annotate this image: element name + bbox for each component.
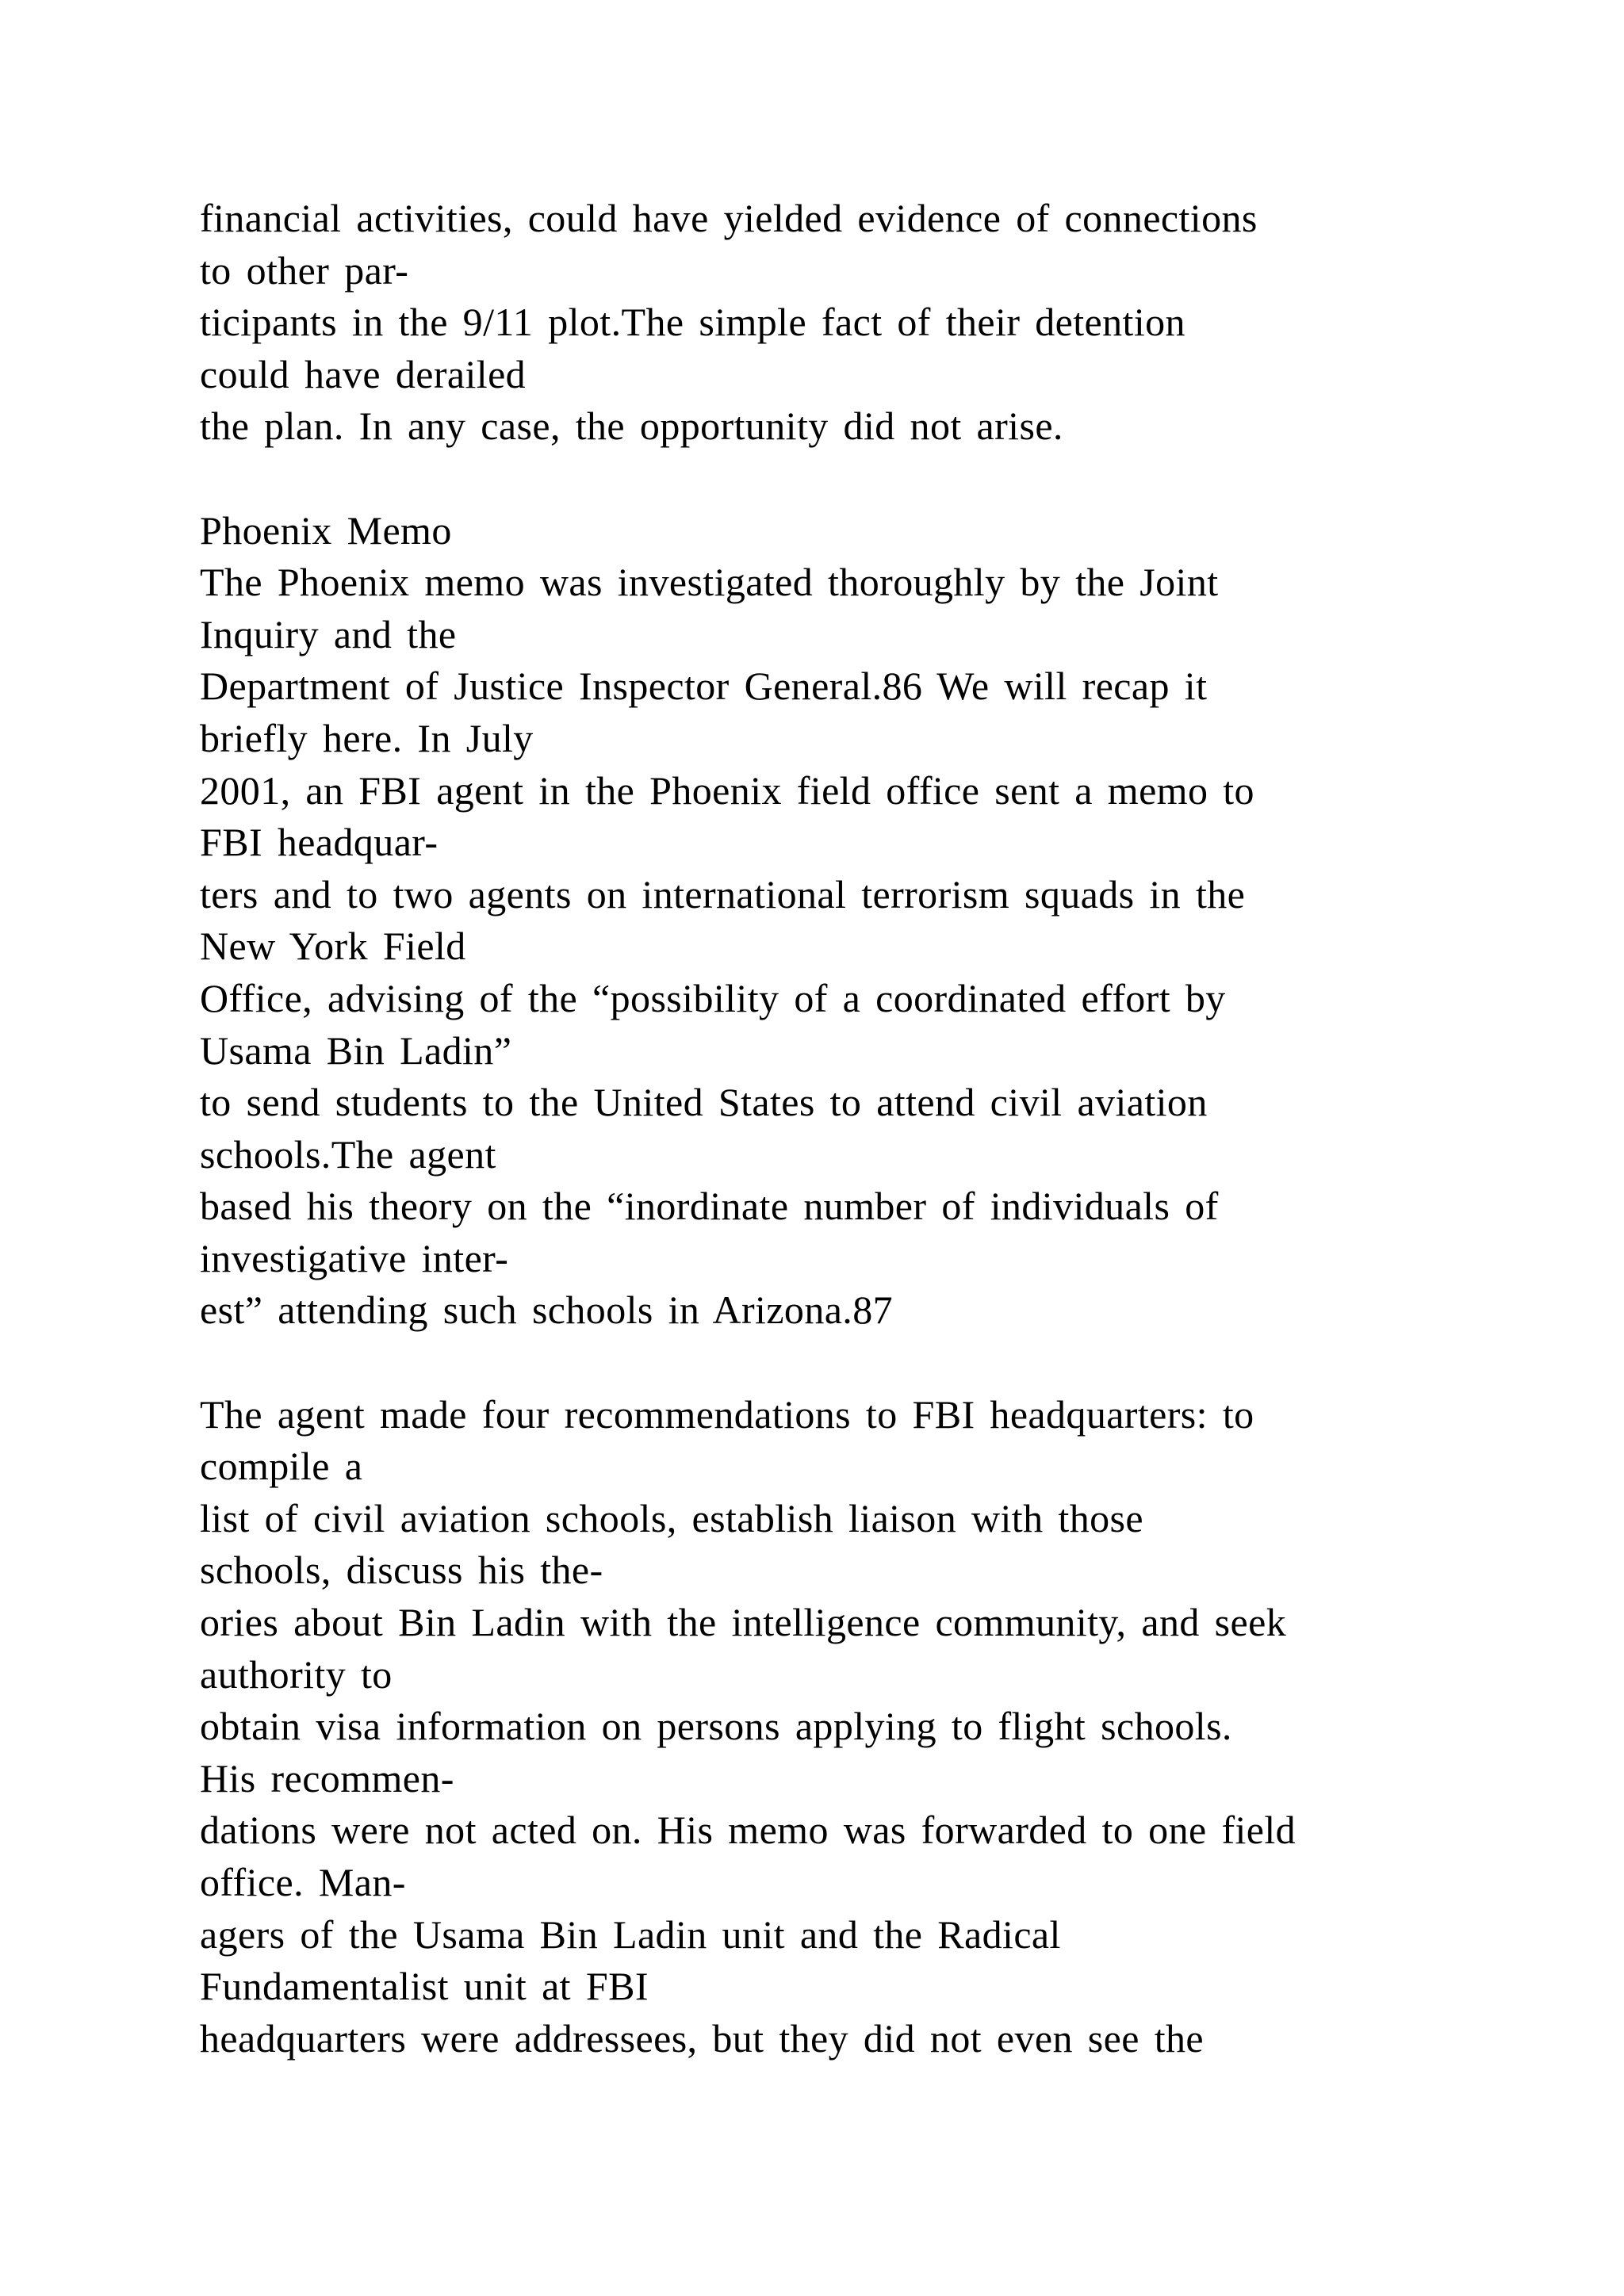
text-line: Inquiry and the <box>200 611 457 656</box>
text-line: list of civil aviation schools, establish liaison with those <box>200 1495 1143 1540</box>
text-line: agers of the Usama Bin Ladin unit and the Radical <box>200 1911 1061 1957</box>
text-line: The agent made four recommendations to FBI headquarters: to <box>200 1391 1254 1437</box>
text-line: authority to <box>200 1651 393 1697</box>
text-line: ories about Bin Ladin with the intelligence community, and seek <box>200 1600 1287 1645</box>
text-line: 2001, an FBI agent in the Phoenix field office sent a memo to <box>200 767 1254 813</box>
text-line: Department of Justice Inspector General.86 We will recap it <box>200 664 1208 709</box>
paragraph-break <box>200 1337 1500 1389</box>
text-line: The Phoenix memo was investigated thoroughly by the Joint <box>200 560 1219 605</box>
text-line: New York Field <box>200 924 466 969</box>
paragraph-break <box>200 453 1500 505</box>
text-line: financial activities, could have yielded evidence of connections <box>200 196 1258 240</box>
text-line: investigative inter- <box>200 1235 509 1280</box>
text-line: Fundamentalist unit at FBI <box>200 1964 649 2009</box>
text-line: ters and to two agents on international terrorism squads in the <box>200 871 1246 916</box>
text-line: the plan. In any case, the opportunity did not arise. <box>200 404 1063 449</box>
section-heading: Phoenix Memo <box>200 507 452 553</box>
text-line: est” attending such schools in Arizona.87 <box>200 1288 894 1333</box>
text-line: briefly here. In July <box>200 715 534 760</box>
text-line: schools, discuss his the- <box>200 1548 603 1593</box>
text-line: schools.The agent <box>200 1131 496 1177</box>
text-line: based his theory on the “inordinate number of individuals of <box>200 1184 1219 1229</box>
text-line: compile a <box>200 1444 363 1489</box>
text-line: could have derailed <box>200 351 527 396</box>
text-line: dations were not acted on. His memo was forwarded to one field <box>200 1808 1297 1853</box>
text-line: office. Man- <box>200 1860 406 1904</box>
text-line: His recommen- <box>200 1755 454 1800</box>
text-line: obtain visa information on persons applying to flight schools. <box>200 1704 1232 1749</box>
text-line: Office, advising of the “possibility of a coordinated effort by <box>200 975 1226 1020</box>
text-line: ticipants in the 9/11 plot.The simple fact of their detention <box>200 300 1185 345</box>
text-line: FBI headquar- <box>200 820 439 865</box>
text-line: Usama Bin Ladin” <box>200 1027 512 1073</box>
document-body <box>200 193 1500 2064</box>
text-line: to other par- <box>200 247 409 293</box>
text-line: to send students to the United States to attend civil aviation <box>200 1080 1208 1125</box>
text-line: headquarters were addressees, but they did not even see the <box>200 2015 1205 2061</box>
